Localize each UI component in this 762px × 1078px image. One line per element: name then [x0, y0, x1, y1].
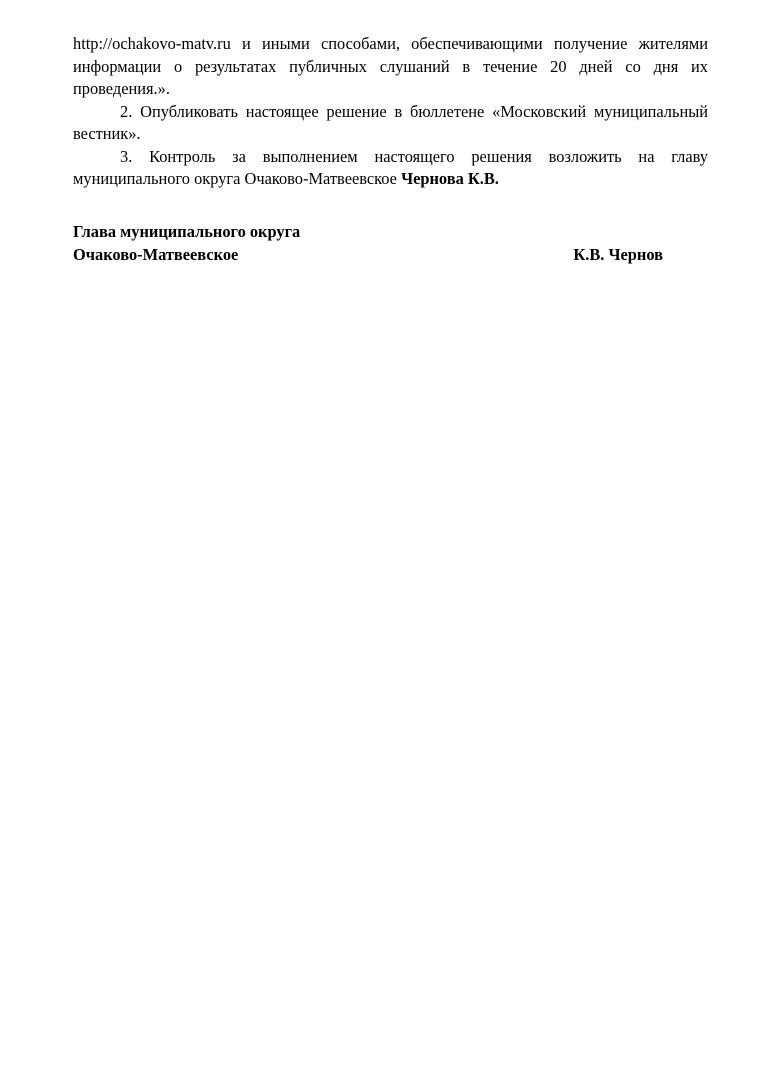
signature-row-1 — [73, 221, 663, 244]
signature-row-2 — [73, 244, 663, 267]
signature-title-line2: Очаково-Матвеевское — [73, 244, 239, 264]
signature-title-line1: Глава муниципального округа — [73, 222, 301, 241]
paragraph-2-publish: 2. Опубликовать настоящее решение в бюллетене «Московский муниципальный вестник». — [73, 101, 708, 143]
signature-name: К.В. Чернов — [573, 244, 663, 264]
paragraph-publication-methods: http://ochakovo-matv.ru и иными способами, обеспечивающими получение жителями информации о результатах публичных слушаний в течение 20 дней со дня их проведения.». — [73, 34, 708, 98]
signature-block — [73, 221, 663, 266]
paragraph-3-text: 3. Контроль за выполнением настоящего решения возложить на главу муниципального округа Очаково-Матвеевское — [73, 146, 708, 188]
document-body — [73, 33, 708, 191]
paragraph-3-control — [73, 146, 708, 191]
responsible-person-name: Чернова К.В. — [401, 169, 499, 188]
